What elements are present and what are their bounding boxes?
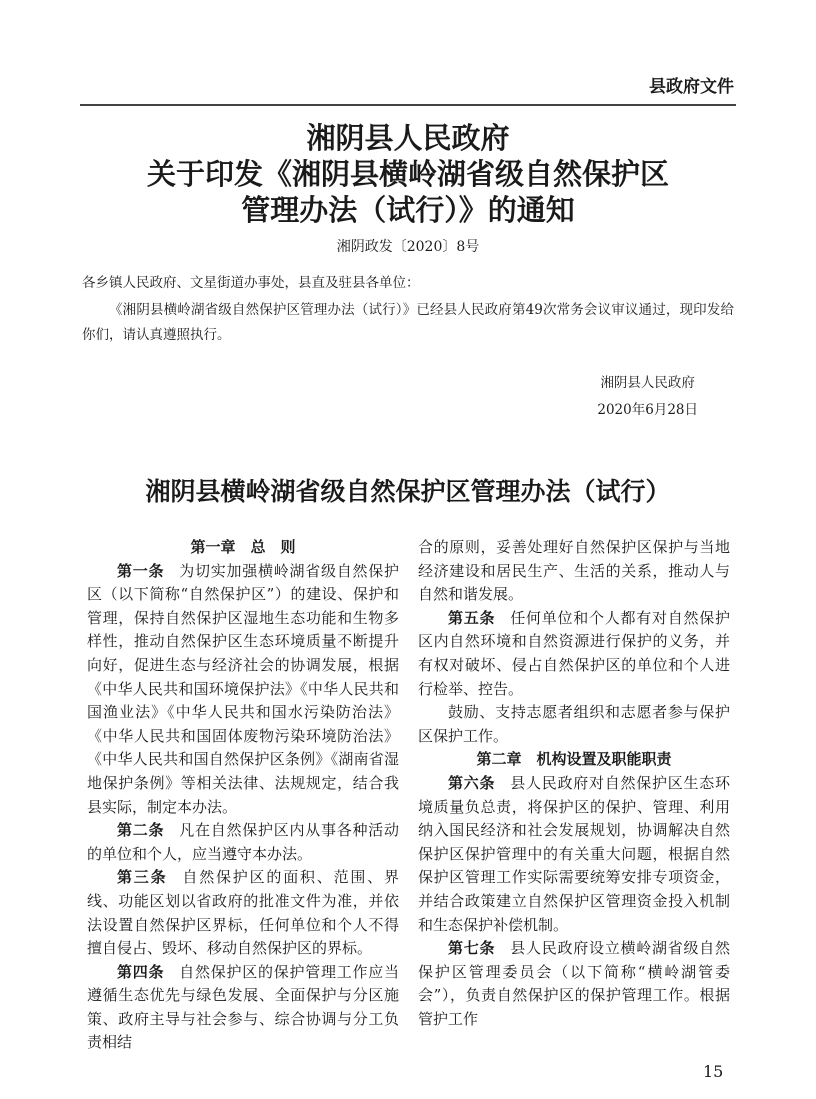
right-column [418, 536, 730, 1031]
article-lead: 第三条 [117, 868, 168, 887]
article-2 [87, 819, 399, 866]
signature-block [597, 370, 698, 424]
notice-title [0, 120, 816, 228]
article-text: 县人民政府设立横岭湖省级自然保护区管理委员会（以下简称“横岭湖管委会”），负责自然保护区的保护管理工作。根据管护工作 [418, 939, 730, 1028]
running-header: 县政府文件 [649, 77, 734, 97]
article-lead: 第二条 [117, 821, 165, 840]
article-lead: 第七条 [448, 939, 496, 958]
article-text: 任何单位和个人都有对自然保护区内自然环境和自然资源进行保护的义务，并有权对破坏、侵占自然保护区的单位和个人进行检举、控告。 [418, 608, 730, 698]
article-lead: 第一条 [117, 561, 165, 580]
article-6 [418, 772, 730, 937]
article-lead: 第四条 [117, 962, 165, 981]
article-text: 自然保护区的保护管理工作应当遵循生态优先与绿色发展、全面保护与分区施策、政府主导与社会参与、综合协调与分工负责相结 [87, 962, 399, 1052]
article-lead: 第五条 [448, 608, 496, 627]
article-lead: 第六条 [448, 773, 496, 792]
salutation: 各乡镇人民政府、文星街道办事处，县直及驻县各单位： [82, 275, 420, 291]
article-4 [87, 961, 399, 1055]
article-5 [418, 607, 730, 701]
article-text: 县人民政府对自然保护区生态环境质量负总责，将保护区的保护、管理、利用纳入国民经济和社会发展规划，协调解决自然保护区保护管理中的有关重大问题，根据自然保护区管理工作实际需要统筹安排专项资金，并结合政策建立自然保护区管理资金投入机制和生态保护补偿机制。 [418, 773, 730, 934]
chapter-heading: 第二章 机构设置及职能职责 [476, 750, 672, 769]
regulation-title: 湘阴县横岭湖省级自然保护区管理办法（试行） [145, 477, 671, 506]
issue-date: 2020年6月28日 [597, 402, 698, 418]
header-divider [80, 104, 736, 106]
article-text: 凡在自然保护区内从事各种活动的单位和个人，应当遵守本办法。 [87, 821, 399, 863]
article-4-continued: 合的原则，妥善处理好自然保护区保护与当地经济建设和居民生产、生活的关系，推动人与自然和谐发展。 [418, 538, 730, 604]
chapter-heading: 第一章 总 则 [190, 538, 296, 556]
article-1 [87, 560, 399, 820]
paragraph: 鼓励、支持志愿者组织和志愿者参与保护区保护工作。 [418, 703, 730, 745]
left-column [87, 536, 399, 1055]
notice-title-line: 关于印发《湘阴县横岭湖省级自然保护区 [146, 157, 669, 191]
article-3 [87, 866, 399, 960]
article-7 [418, 937, 730, 1031]
article-text: 为切实加强横岭湖省级自然保护区（以下简称“自然保护区”）的建设、保护和管理，保持自然保护区湿地生态功能和生物多样性，推动自然保护区生态环境质量不断提升向好，促进生态与经济社会的协调发展，根据《中华人民共和国环境保护法》《中华人民共和国渔业法》《中华人民共和国水污染防治法》《中华人民共和国固体废物污染环境防治法》《中华人民共和国自然保护区条例》《湖南省湿地保护条例》等相关法律、法规规定，结合我县实际，制定本办法。 [87, 561, 399, 816]
notice-body: 《湘阴县横岭湖省级自然保护区管理办法（试行）》已经县人民政府第49次常务会议审议通过，现印发给你们，请认真遵照执行。 [82, 302, 734, 343]
notice-title-line: 湘阴县人民政府 [306, 121, 510, 155]
notice-title-line: 管理办法（试行）》的通知 [241, 193, 575, 227]
article-text: 自然保护区的面积、范围、界线、功能区划以省政府的批准文件为准，并依法设置自然保护区界标，任何单位和个人不得擅自侵占、毁坏、移动自然保护区的界标。 [87, 868, 399, 958]
page-number: 15 [703, 1062, 724, 1081]
document-number: 湘阴政发〔2020〕8号 [336, 239, 480, 255]
signer: 湘阴县人民政府 [600, 375, 695, 391]
